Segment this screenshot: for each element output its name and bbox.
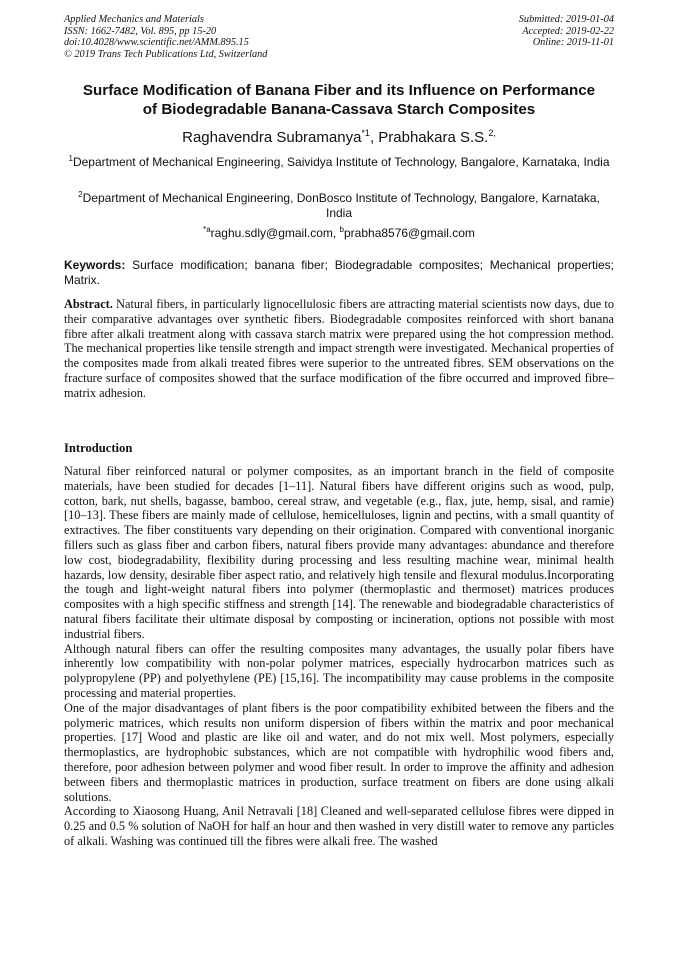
author-2: Prabhakara S.S. [378,129,489,146]
online-date: Online: 2019-11-01 [532,37,614,49]
paper-title-line-1: Surface Modification of Banana Fiber and its Influence on Performance [82,82,596,99]
paragraph: Although natural fibers can offer the resulting composites many advantages, the usually polar fibers have inherently low compatibility with non-polar polymer matrices, especially hydrocarbon matrices such as polypropylene (PP) and polyethylene (PE) [15,16]. The incompatibility may cause problems in the composite processing and material properties. [64,641,614,700]
accepted-date: Accepted: 2019-02-22 [522,25,614,37]
journal-doi: doi:10.4028/www.scientific.net/AMM.895.15 [64,37,249,49]
journal-copyright: © 2019 Trans Tech Publications Ltd, Switzerland [64,48,268,60]
author-separator: , [369,129,379,146]
email-b: prabha8576@gmail.com [344,226,475,240]
affiliation-2-marker: 2 [78,190,83,199]
author-list [40,124,638,147]
author-emails [64,222,614,241]
affiliation-1 [64,151,614,170]
author-1-marker: *1 [361,128,370,138]
journal-header-left [64,14,364,60]
keywords-text: Surface modification; banana fiber; Biodegradable composites; Mechanical properties; Matrix. [64,258,614,287]
affiliation-1-text: Department of Mechanical Engineering, Saividya Institute of Technology, Bangalore, Karnataka, India [72,155,610,169]
keywords [64,258,614,288]
affiliation-2 [64,187,614,221]
affiliation-2-text: Department of Mechanical Engineering, DonBosco Institute of Technology, Bangalore, Karnataka, India [82,191,600,220]
abstract-label: Abstract. [64,297,113,311]
journal-issn: ISSN: 1662-7482, Vol. 895, pp 15-20 [64,25,217,37]
email-a-marker: *a [203,225,211,234]
abstract-text: Natural fibers, in particularly lignocellulosic fibers are attracting material scientists now days, due to their comparative advantages over synthetic fibers. Biodegradable composites reinforced with short banana fibre after alkali treatment along with cassava starch matrix were prepared using the hot compression method. The mechanical properties like tensile strength and impact strength were investigated. Mechanical properties of the composites made from alkali treated fibres were superior to the untreated fibres. SEM observations on the fracture surface of composites showed that the surface modification of the fibre occurred and improved fibre–matrix adhesion. [64,297,614,400]
paragraph: One of the major disadvantages of plant fibers is the poor compatibility exhibited between the fibers and the polymeric matrices, which results non uniform dispersion of fibers within the matrix and poor mechanical properties. [17] Wood and plastic are like oil and water, and do not mix well. Most polymers, especially thermoplastics, are hydrophobic substances, which are not compatible with hydrophilic wood fibers and, therefore, poor adhesion between polymer and wood fiber result. In order to improve the affinity and adhesion between fibers and thermoplastic matrices in production, surface treatment on fibers are done using alkali solutions. [64,700,614,804]
journal-name: Applied Mechanics and Materials [64,14,204,25]
author-2-marker: 2, [488,128,496,138]
email-separator: , [332,226,340,240]
submitted-date: Submitted: 2019-01-04 [518,14,614,25]
introduction-body [64,464,614,849]
paragraph: Natural fiber reinforced natural or polymer composites, as an important branch in the field of composite materials, have been studied for decades [1–11]. Natural fibers have different origins such as wood, pulp, cotton, bark, nut shells, bagasse, bamboo, cereal straw, and vegetable (e.g., flax, jute, hemp, sisal, and ramie) [10–13]. These fibers are mainly made of cellulose, hemicelluloses, lignin and pectins, with a small quantity of extractives. The fiber constituents vary depending on their origination. Compared with conventional inorganic fillers such as glass fiber and carbon fibers, natural fibers provide many advantages: abundance and therefore low cost, biodegradability, flexibility during processing and less resulting machine wear, minimal health hazards, low density, desirable fiber aspect ratio, and relatively high tensile and flexural modulus.Incorporating the tough and light-weight natural fibers into polymer (thermoplastic and thermoset) matrices produces composites with a high specific stiffness and strength [14]. The renewable and biodegradable characteristics of natural fibers facilitate their ultimate disposal by composting or incineration, options not possible with most industrial fibers. [64,464,614,641]
author-1: Raghavendra Subramanya [182,129,362,146]
abstract [64,297,614,401]
paragraph: According to Xiaosong Huang, Anil Netravali [18] Cleaned and well-separated cellulose fibres were dipped in 0.25 and 0.5 % solution of NaOH for half an hour and then washed in very distill water to remove any particles of alkali. Washing was continued till the fibres were alkali free. The washed [64,804,614,848]
paper-title-line-2: of Biodegradable Banana-Cassava Starch Composites [142,101,536,118]
paper-title [50,81,628,119]
introduction-heading: Introduction [64,441,133,455]
journal-header-right [414,14,614,49]
keywords-label: Keywords: [64,258,126,272]
email-a: raghu.sdly@gmail.com [210,226,333,240]
affiliation-1-marker: 1 [68,154,73,163]
email-b-marker: b [339,225,344,234]
